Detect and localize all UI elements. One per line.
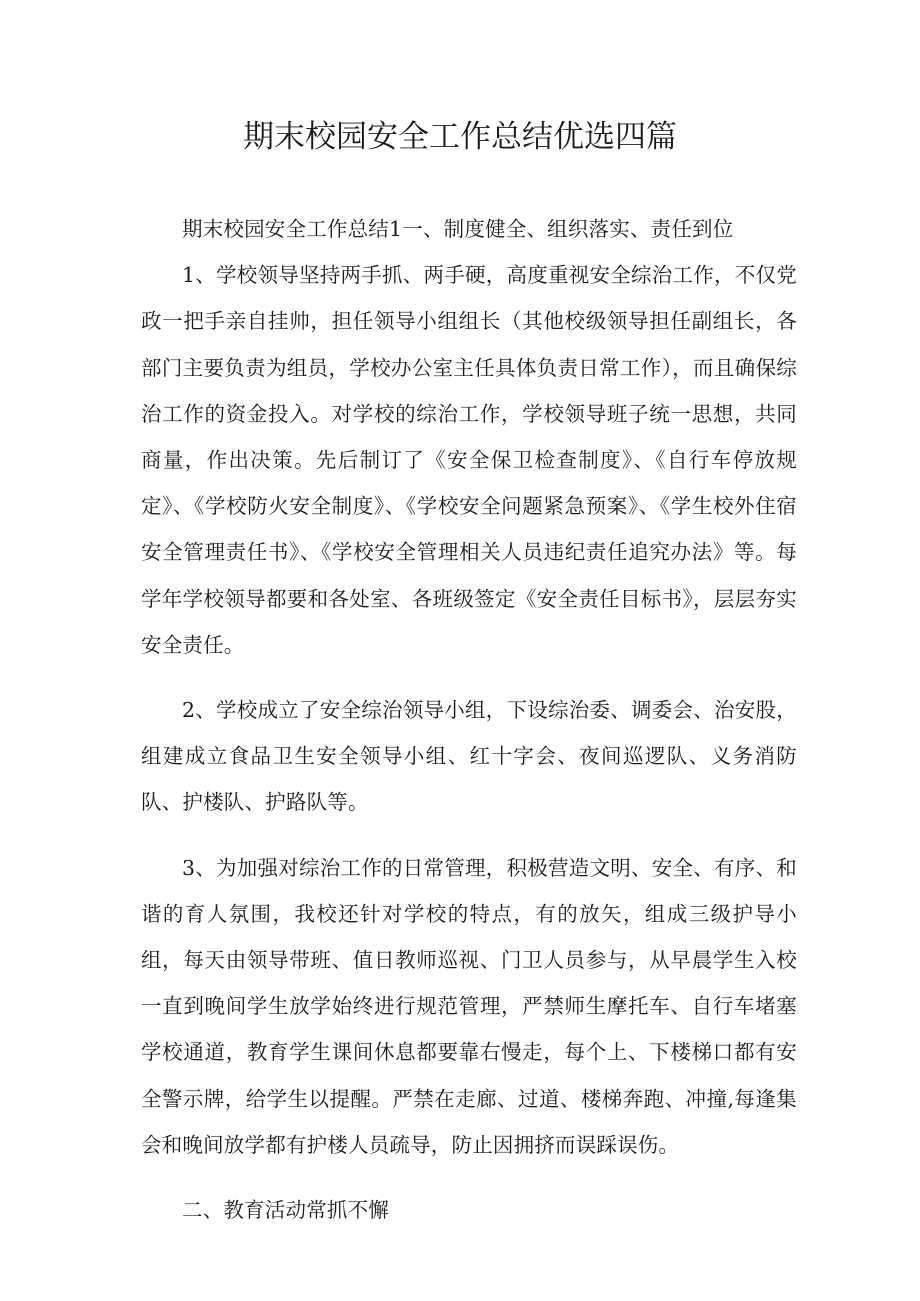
paragraph-section-2-heading: 二、教育活动常抓不懈: [182, 1198, 389, 1223]
paragraph-item-3: 3、为加强对综治工作的日常管理，积极营造文明、安全、有序、和谐的育人氛围，我校还针对学校的特点，有的放矢，组成三级护导小组，每天由领导带班、值日教师巡视、门卫人员参与，从早晨学生入校一直到晚间学生放学始终进行规范管理，严禁师生摩托车、自行车堵塞学校通道，教育学生课间休息都要靠右慢走，每个上、下楼梯口都有安全警示牌，给学生以提醒。严禁在走廊、过道、楼梯奔跑、冲撞,每逢集会和晚间放学都有护楼人员疏导，防止因拥挤而误踩误伤。: [141, 855, 797, 1157]
paragraph-item-1: 1、学校领导坚持两手抓、两手硬，高度重视安全综治工作，不仅党政一把手亲自挂帅，担任领导小组组长（其他校级领导担任副组长，各部门主要负责为组员，学校办公室主任具体负责日常工作），而且确保综治工作的资金投入。对学校的综治工作，学校领导班子统一思想，共同商量，作出决策。先后制订了《安全保卫检查制度》、《自行车停放规定》、《学校防火安全制度》、《学校安全问题紧急预案》、《学生校外住宿安全管理责任书》、《学校安全管理相关人员违纪责任追究办法》等。每学年学校领导都要和各处室、各班级签定《安全责任目标书》，层层夯实安全责任。: [141, 263, 797, 657]
document-title: 期末校园安全工作总结优选四篇: [243, 119, 677, 155]
paragraph-item-2: 2、学校成立了安全综治领导小组，下设综治委、调委会、治安股，组建成立食品卫生安全领导小组、红十字会、夜间巡逻队、义务消防队、护楼队、护路队等。: [141, 698, 797, 815]
paragraph-section-1-heading: 期末校园安全工作总结1一、制度健全、组织落实、责任到位: [182, 217, 734, 241]
document-body: [141, 206, 797, 1233]
